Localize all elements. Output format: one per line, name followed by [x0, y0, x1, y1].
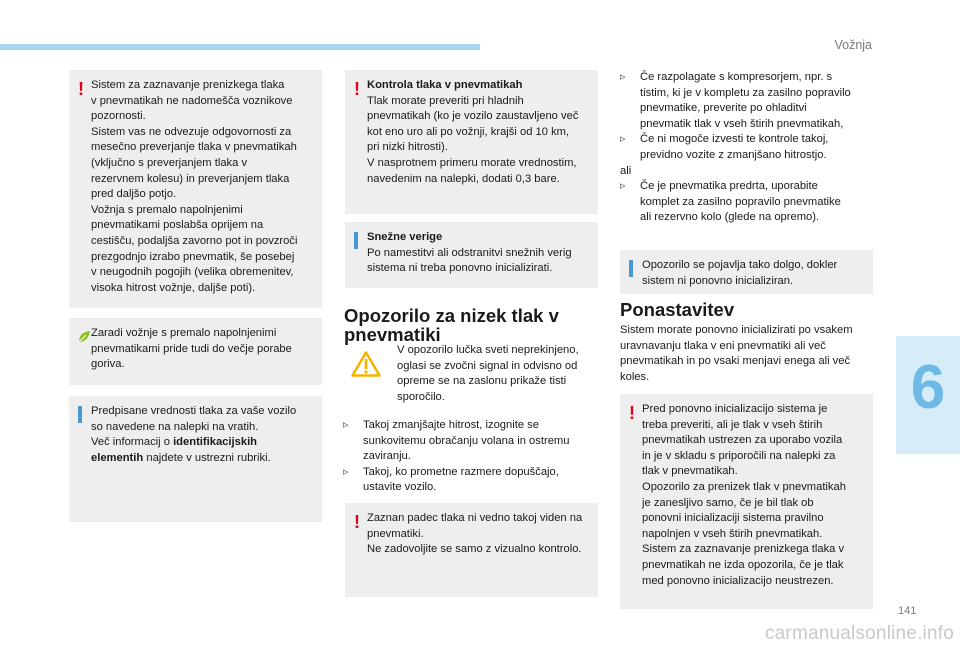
line: pnevmatiki.: [367, 527, 424, 540]
line: Vožnja s premalo napolnjenimi: [91, 203, 243, 216]
info-bar-icon: [78, 406, 82, 423]
line: previdno vozite z zmanjšano hitrostjo.: [640, 148, 827, 161]
bullet-item: [620, 179, 876, 226]
line: pnevmatik tlak v vseh štirih pnevmatikah,: [640, 117, 844, 130]
line: prezgodnjo izrabo pnevmatik, še posebej: [91, 250, 295, 263]
line: napolnjen v vseh štirih pnevmatikah.: [642, 527, 823, 540]
bullet-item: [620, 132, 876, 163]
warning-exclamation-icon: !: [78, 79, 84, 99]
line: Če je pnevmatika predrta, uporabite: [640, 180, 818, 193]
line: pnevmatikah ustrezen za uporabo vozila: [642, 434, 843, 447]
info-box-pressure-values: [69, 396, 322, 522]
warning-box-tpms: [69, 70, 322, 308]
line: pnevmatikah (ko je vozilo zaustavljeno več: [367, 110, 579, 123]
line: treba preveriti, ali je tlak v vseh štirih: [642, 418, 823, 431]
line: mesečno preverjanje tlaka v pnevmatikah: [91, 141, 297, 154]
line: pnevmatikah in po vsaki menjavi enega ali več: [620, 355, 851, 368]
line: pnevmatikami pride tudi do večje porabe: [91, 342, 292, 355]
line: cestišču, podaljša zavorno pot in povzroči: [91, 234, 298, 247]
line: ali rezervno kolo (glede na opremo).: [640, 211, 820, 224]
text: Več informacij o: [91, 436, 170, 449]
line: goriva.: [91, 358, 125, 371]
line: pnevmatikami poslabša oprijem na: [91, 219, 264, 232]
line: oglasi se zvočni signal in odvisno od: [397, 359, 578, 372]
line: V nasprotnem primeru morate vrednostim,: [367, 156, 577, 169]
line: Opozorilo za prenizek tlak v pnevmatikah: [642, 480, 846, 493]
line: V opozorilo lučka sveti neprekinjeno,: [397, 344, 579, 356]
page-number: 141: [898, 605, 917, 617]
bullet-list-actions: [343, 418, 598, 496]
line: tlak v pnevmatikah.: [642, 465, 738, 478]
line: med ponovno inicializacijo neustrezen.: [642, 574, 834, 587]
warning-exclamation-icon: !: [354, 512, 360, 532]
line: Če razpolagate s kompresorjem, npr. s: [640, 71, 833, 83]
warning-exclamation-icon: !: [354, 79, 360, 99]
line: Pred ponovno inicializacijo sistema je: [642, 403, 828, 415]
line: Sistem vas ne odvezuje odgovornosti za: [91, 125, 292, 138]
line: pri nizki hitrosti).: [367, 141, 448, 154]
line: opreme se na zaslonu prikaže tisti: [397, 375, 567, 388]
line: Takoj zmanjšajte hitrost, izognite se: [363, 419, 539, 431]
heading-line: Opozorilo za nizek tlak v: [344, 305, 559, 326]
link-identification-2[interactable]: elementih: [91, 451, 144, 464]
bullet-item: [620, 70, 876, 132]
line: rezervnem kolesu) in preverjanjem tlaka: [91, 172, 290, 185]
line: pnevmatikah ne izda opozorila, če je tlak: [642, 558, 844, 571]
reset-paragraph: [620, 323, 876, 385]
box-title: Snežne verige: [367, 231, 443, 243]
bullet-item: [343, 418, 598, 465]
line: Opozorilo se pojavlja tako dolgo, dokler: [642, 259, 838, 271]
line: in je v skladu s priporočili na nalepki za: [642, 449, 836, 462]
bullet-item: [343, 465, 598, 496]
link-identification[interactable]: identifikacijskih: [173, 436, 258, 449]
arrow-bullet-icon: ▹: [620, 133, 626, 146]
line: Takoj, ko prometne razmere dopuščajo,: [363, 465, 559, 478]
lines: [91, 78, 312, 296]
info-box-snow-chains: [345, 222, 598, 288]
warning-intro: [397, 343, 597, 405]
line: je zanesljivo samo, če je bil tlak ob: [642, 496, 814, 509]
line: uravnavanju tlaka v eni pnevmatiki ali več: [620, 339, 826, 352]
line: sistema ni treba ponovno inicializirati.: [367, 262, 553, 275]
line: Zaznan padec tlaka ni vedno takoj viden na: [367, 512, 583, 524]
line: Tlak morate preveriti pri hladnih: [367, 94, 524, 107]
line: sporočilo.: [397, 390, 445, 403]
info-bar-icon: [629, 260, 633, 277]
line: sistem ni ponovno inicializiran.: [642, 274, 794, 287]
warning-box-reset: [620, 394, 873, 609]
header-color-bar: [0, 44, 480, 50]
line: koles.: [620, 370, 650, 383]
line: (vključno s preverjanjem tlaka v: [91, 156, 248, 169]
section-title: Vožnja: [834, 38, 872, 52]
arrow-bullet-icon: ▹: [343, 465, 349, 478]
line: Predpisane vrednosti tlaka za vaše vozilo: [91, 405, 297, 417]
eco-leaf-icon: [77, 330, 91, 344]
info-bar-icon: [354, 232, 358, 249]
box-title: Kontrola tlaka v pnevmatikah: [367, 79, 523, 91]
line: komplet za zasilno popravilo pnevmatike: [640, 195, 841, 208]
line: ponovni inicializaciji sistema pravilno: [642, 512, 824, 525]
line: [91, 451, 312, 467]
arrow-bullet-icon: ▹: [343, 419, 349, 431]
warning-triangle-icon: [351, 351, 381, 377]
line: pnevmatike, preverite po ohladitvi: [640, 102, 807, 115]
eco-box-fuel: [69, 318, 322, 385]
line: v pnevmatikah ne nadomešča voznikove: [91, 94, 293, 107]
line: sunkovitemu obračanju volana in ostremu: [363, 434, 570, 447]
text: najdete v ustrezni rubriki.: [146, 451, 271, 464]
warning-box-pressure-check: [345, 70, 598, 214]
line: Sistem za zaznavanje prenizkega tlaka v: [642, 543, 845, 556]
watermark: carmanualsonline.info: [764, 623, 954, 644]
line: Ne zadovoljite se samo z vizualno kontrolo.: [367, 543, 582, 556]
line: Če ni mogoče izvesti te kontrole takoj,: [640, 133, 829, 146]
section-heading-reset: Ponastavitev: [620, 299, 735, 320]
line: pred daljšo potjo.: [91, 188, 177, 201]
line: Sistem za zaznavanje prenizkega tlaka: [91, 79, 285, 91]
line: Po namestitvi ali odstranitvi snežnih verig: [367, 246, 572, 259]
line: [91, 435, 312, 451]
heading-line: pnevmatiki: [344, 324, 441, 345]
or-label: ali: [620, 164, 632, 177]
line: v neugodnih pogojih (velika obremenitev,: [91, 266, 294, 279]
line: Zaradi vožnje s premalo napolnjenimi: [91, 327, 277, 339]
line: visoka hitrost vožnje, daljše poti).: [91, 281, 256, 294]
warning-exclamation-icon: !: [629, 403, 635, 423]
warning-box-visual-check: [345, 503, 598, 597]
bullet-list-options: [620, 70, 876, 226]
line: kot eno uro ali po vožnji, krajši od 10 km,: [367, 125, 570, 138]
line: navedenim na nalepki, dodati 0,3 bare.: [367, 172, 560, 185]
arrow-bullet-icon: ▹: [620, 180, 626, 193]
line: pozornosti.: [91, 110, 146, 123]
line: so navedene na nalepki na vratih.: [91, 420, 259, 433]
line: ustavite vozilo.: [363, 481, 437, 494]
line: tistim, ki je v kompletu za zasilno popravilo: [640, 86, 851, 99]
line: zaviranju.: [363, 450, 411, 463]
info-box-reinit: [620, 250, 873, 294]
line: Sistem morate ponovno inicializirati po vsakem: [620, 324, 853, 336]
section-heading-low-pressure: [344, 306, 559, 344]
chapter-number: 6: [910, 353, 946, 422]
arrow-bullet-icon: ▹: [620, 71, 626, 83]
